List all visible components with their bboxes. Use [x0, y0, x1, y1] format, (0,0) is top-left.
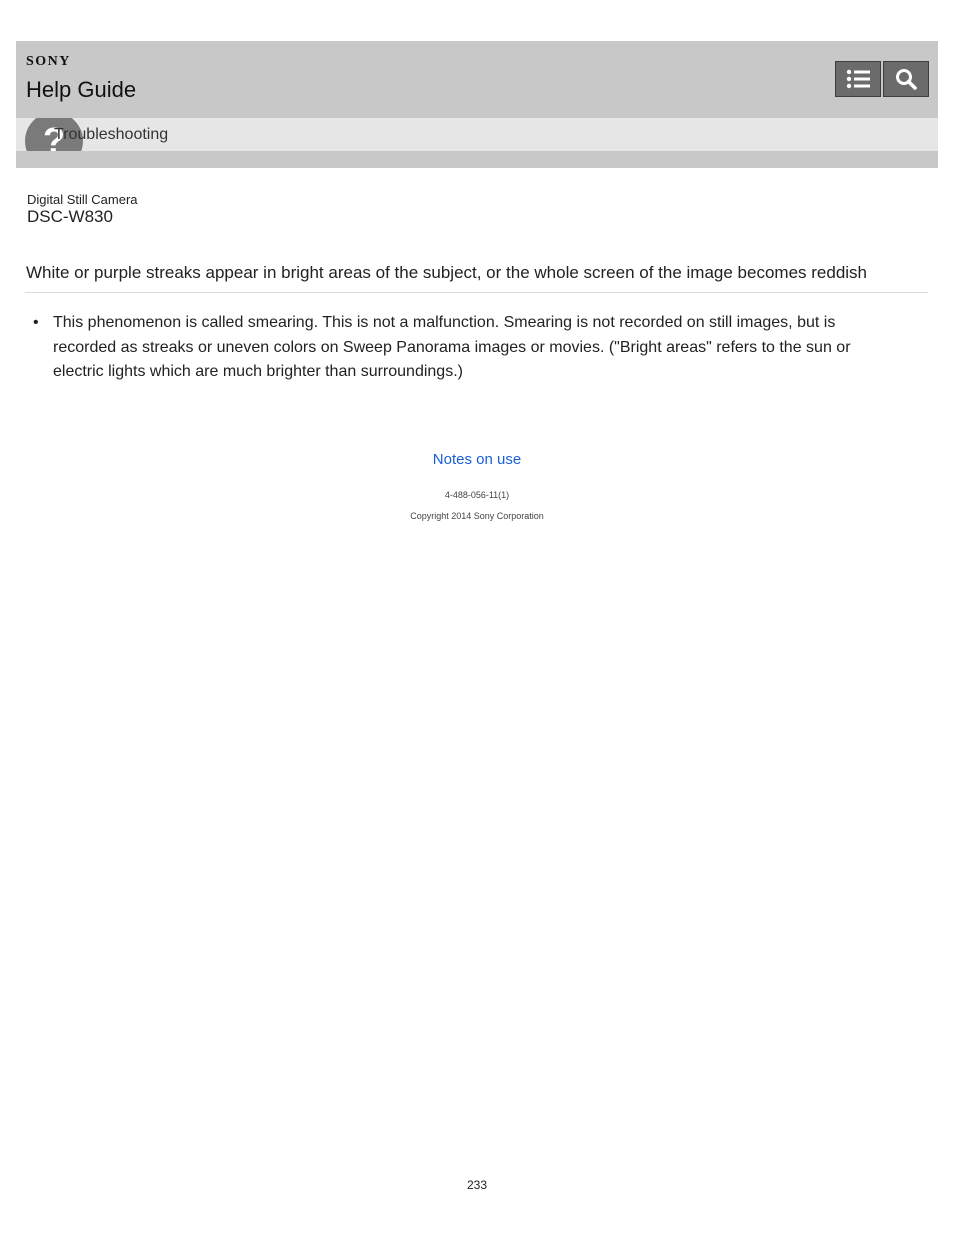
article-bullet-list — [33, 311, 893, 385]
sony-logo[interactable]: SONY — [26, 54, 71, 69]
list-item — [33, 311, 893, 385]
article-body — [33, 311, 893, 385]
product-model: DSC-W830 — [27, 207, 113, 226]
search-button[interactable] — [883, 61, 929, 97]
category-label[interactable]: Troubleshooting — [54, 126, 169, 143]
notes-on-use-link[interactable]: Notes on use — [432, 451, 522, 468]
article-title: White or purple streaks appear in bright areas of the subject, or the whole screen of the image becomes reddish — [26, 263, 868, 282]
category-bar — [16, 118, 938, 161]
search-icon — [895, 68, 917, 90]
bullet-icon: • — [33, 314, 39, 331]
site-header — [16, 41, 938, 168]
help-guide-title[interactable]: Help Guide — [26, 77, 137, 102]
list-icon — [846, 69, 870, 89]
page-number: 233 — [466, 1178, 488, 1192]
document-number: 4-488-056-11(1) — [444, 490, 510, 500]
list-item-text: This phenomenon is called smearing. This is not a malfunction. Smearing is not recorded on still images, but is recorded as streaks or uneven colors on Sweep Panorama images or movies. ("Bright areas" refers to the sun or electric lights which are much brighter than surroundings.) — [53, 314, 851, 380]
title-divider — [25, 292, 928, 293]
product-type: Digital Still Camera — [27, 192, 138, 207]
svg-text:?: ? — [43, 120, 65, 161]
header-toolbar — [835, 61, 929, 97]
copyright-notice: Copyright 2014 Sony Corporation — [410, 511, 544, 521]
contents-button[interactable] — [835, 61, 881, 97]
